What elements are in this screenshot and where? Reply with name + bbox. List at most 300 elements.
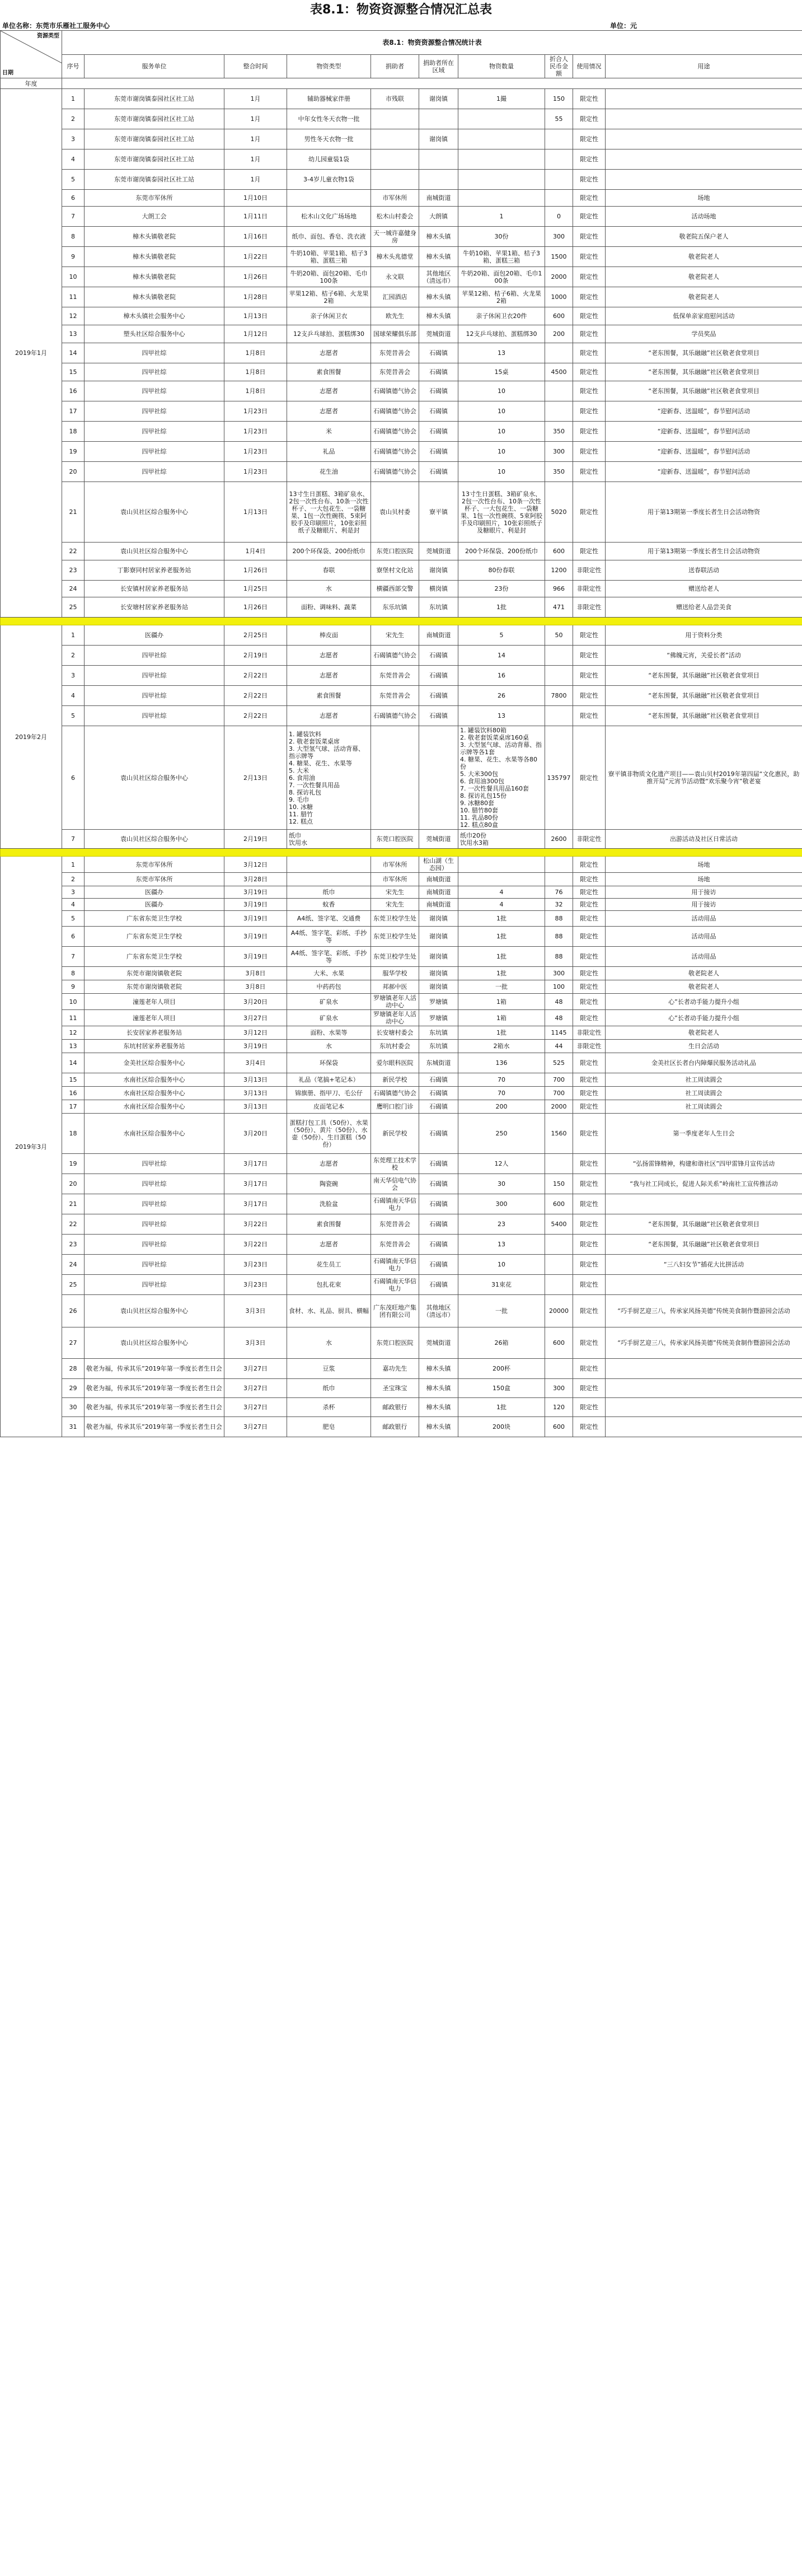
cell-quantity: [458, 149, 545, 170]
table-row: [1, 1154, 802, 1174]
cell-type: 蛋糕打包工具（50份）、水果（50份）、黄片（50份）、水壶（50份）、生日蛋糕（50份）: [287, 1114, 371, 1154]
cell-time: 3月27日: [224, 1010, 287, 1026]
table-row: [1, 89, 802, 109]
cell-time: 1月23日: [224, 462, 287, 482]
cell-region: 石碣镇: [419, 686, 458, 706]
cell-region: 其他地区（清远市）: [419, 1295, 458, 1327]
cell-time: 3月27日: [224, 1379, 287, 1398]
cell-donor: 新民学校: [371, 1073, 419, 1087]
cell-donor: 东莞卫校学生处: [371, 947, 419, 967]
cell-time: 1月8日: [224, 363, 287, 381]
cell-amount: 48: [545, 1010, 573, 1026]
cell-seq: 19: [62, 442, 85, 462]
cell-seq: 1: [62, 89, 85, 109]
cell-donor: [371, 129, 419, 149]
table-row: [1, 666, 802, 686]
cell-time: 1月: [224, 109, 287, 129]
cell-donor: 石碣镇德气协会: [371, 1087, 419, 1100]
cell-purpose: 心”长者动手能力提升小组: [606, 994, 802, 1010]
cell-donor: 东莞卫校学生处: [371, 927, 419, 947]
cell-time: 3月3日: [224, 1327, 287, 1359]
cell-time: 1月10日: [224, 190, 287, 207]
cell-time: 3月28日: [224, 873, 287, 886]
cell-type: 12支乒乓球拍、蛋糕绑30: [287, 325, 371, 343]
cell-seq: 16: [62, 381, 85, 401]
cell-quantity: [458, 190, 545, 207]
cell-donor: 汇园酒店: [371, 287, 419, 307]
cell-unit: 四甲社综: [85, 666, 224, 686]
cell-type: 纸巾: [287, 1379, 371, 1398]
cell-donor: [371, 170, 419, 190]
cell-type: [287, 857, 371, 873]
cell-seq: 12: [62, 1026, 85, 1040]
cell-type: 松木山文化广场场地: [287, 207, 371, 227]
cell-type: 花生员工: [287, 1255, 371, 1275]
cell-amount: [545, 401, 573, 422]
cell-purpose: “老东围餐，其乐融融”社区敬老食堂项目: [606, 706, 802, 726]
cell-type: 志愿者: [287, 343, 371, 363]
cell-type: 志愿者: [287, 1154, 371, 1174]
cell-quantity: 300: [458, 1194, 545, 1214]
cell-seq: 24: [62, 1255, 85, 1275]
cell-purpose: 敬老院老人: [606, 267, 802, 287]
cell-region: 其他地区（清远市）: [419, 267, 458, 287]
cell-donor: 石碣镇德气协会: [371, 422, 419, 442]
cell-donor: 服华学校: [371, 967, 419, 980]
cell-purpose: “老东围餐，其乐融融”社区敬老食堂项目: [606, 686, 802, 706]
cell-time: 1月13日: [224, 482, 287, 543]
cell-region: 石碣镇: [419, 706, 458, 726]
cell-region: 南城街道: [419, 190, 458, 207]
cell-usage: 限定性: [573, 190, 606, 207]
cell-region: 石碣镇: [419, 343, 458, 363]
cell-seq: 12: [62, 307, 85, 325]
cell-quantity: 12人: [458, 1154, 545, 1174]
cell-region: 樟木头镇: [419, 287, 458, 307]
cell-type: 幼儿园童装1袋: [287, 149, 371, 170]
cell-usage: 限定性: [573, 1154, 606, 1174]
cell-quantity: [458, 857, 545, 873]
table-row: [1, 227, 802, 247]
cell-type: 矿泉水: [287, 1010, 371, 1026]
cell-quantity: 1撮: [458, 89, 545, 109]
cell-seq: 2: [62, 109, 85, 129]
cell-region: 石碣镇: [419, 442, 458, 462]
cell-usage: 限定性: [573, 1295, 606, 1327]
cell-type: 蚊香: [287, 899, 371, 911]
cell-usage: 限定性: [573, 381, 606, 401]
cell-unit: 袁山贝社区综合服务中心: [85, 726, 224, 830]
cell-donor: 石碣镇南天华信电力: [371, 1255, 419, 1275]
cell-quantity: [458, 170, 545, 190]
cell-purpose: 寮平镇非物质文化遗产项目——袁山贝村2019年第四届“文化惠民，助推开局”元宵节活动暨“欢乐聚今宵”敬老宴: [606, 726, 802, 830]
cell-region: [419, 170, 458, 190]
cell-region: 石碣镇: [419, 1114, 458, 1154]
table-row: [1, 482, 802, 543]
cell-quantity: 一批: [458, 1295, 545, 1327]
table-row: [1, 886, 802, 899]
cell-quantity: 2箱水: [458, 1040, 545, 1053]
cell-usage: 限定性: [573, 686, 606, 706]
cell-seq: 8: [62, 227, 85, 247]
cell-usage: 限定性: [573, 325, 606, 343]
cell-usage: 限定性: [573, 442, 606, 462]
cell-region: 莞城街道: [419, 325, 458, 343]
cell-time: 3月19日: [224, 927, 287, 947]
table-row: [1, 1026, 802, 1040]
cell-amount: [545, 343, 573, 363]
cell-quantity: 23: [458, 1214, 545, 1235]
cell-seq: 21: [62, 1194, 85, 1214]
cell-quantity: 31束花: [458, 1275, 545, 1295]
table-row: [1, 442, 802, 462]
cell-quantity: 10: [458, 1255, 545, 1275]
cell-type: A4纸、签字笔、彩纸、手抄等: [287, 927, 371, 947]
cell-usage: 限定性: [573, 625, 606, 646]
cell-usage: 限定性: [573, 1275, 606, 1295]
cell-usage: 非限定性: [573, 1026, 606, 1040]
cell-donor: 寮堡村文化站: [371, 560, 419, 581]
table-row: [1, 1174, 802, 1194]
cell-quantity: [458, 873, 545, 886]
cell-unit: 敬老为福，传承其乐”2019年第一季度长者生日会: [85, 1359, 224, 1379]
cell-amount: 525: [545, 1053, 573, 1073]
cell-purpose: [606, 1398, 802, 1417]
cell-amount: [545, 873, 573, 886]
cell-type: 志愿者: [287, 381, 371, 401]
cell-seq: 18: [62, 1114, 85, 1154]
cell-amount: 100: [545, 980, 573, 994]
cell-seq: 17: [62, 401, 85, 422]
cell-type: 3-4岁儿童衣物1袋: [287, 170, 371, 190]
cell-purpose: [606, 1194, 802, 1214]
cell-type: 志愿者: [287, 666, 371, 686]
cell-time: 2月13日: [224, 726, 287, 830]
cell-type: 13寸生日蛋糕、3箱矿泉水、2包一次性台布、10条一次性杯子、一大包花生、一袋糖果、1包一次性碗筷、5束阿胶手及印刷照片，10张彩照纸子及糖眼片、利是封: [287, 482, 371, 543]
column-header-row: [1, 55, 802, 78]
cell-donor: 东莞口腔医院: [371, 543, 419, 560]
cell-amount: 600: [545, 307, 573, 325]
cell-time: 1月16日: [224, 227, 287, 247]
cell-time: 3月12日: [224, 1026, 287, 1040]
cell-purpose: “老东围餐，其乐融融”社区敬老食堂项目: [606, 363, 802, 381]
cell-amount: [545, 857, 573, 873]
cell-type: 纸巾、面包、香皂、洗衣液: [287, 227, 371, 247]
cell-amount: 5020: [545, 482, 573, 543]
cell-region: 罗塘镇: [419, 994, 458, 1010]
cell-unit: 东莞市军休所: [85, 190, 224, 207]
table-row: [1, 899, 802, 911]
cell-purpose: 活动用品: [606, 947, 802, 967]
cell-unit: 长安塘村居家养老服务站: [85, 597, 224, 618]
cell-donor: 邦郝中医: [371, 980, 419, 994]
cell-purpose: “老东围餐，其乐融融”社区敬老食堂项目: [606, 1214, 802, 1235]
cell-unit: 广东省东莞卫生学校: [85, 911, 224, 927]
cell-quantity: 1箱: [458, 994, 545, 1010]
cell-type: 牛奶20箱、面包20箱、毛巾100条: [287, 267, 371, 287]
cell-quantity: 1: [458, 207, 545, 227]
cell-unit: 袁山贝社区综合服务中心: [85, 482, 224, 543]
cell-region: 松山湖（生态园）: [419, 857, 458, 873]
cell-purpose: 心”长者动手能力提升小组: [606, 1010, 802, 1026]
corner-label-type: 资源类型: [37, 33, 59, 39]
cell-unit: 敬老为福，传承其乐”2019年第一季度长者生日会: [85, 1398, 224, 1417]
cell-usage: 限定性: [573, 947, 606, 967]
cell-purpose: 用于资料分类: [606, 625, 802, 646]
cell-type: 中药药包: [287, 980, 371, 994]
cell-seq: 11: [62, 287, 85, 307]
cell-unit: 袁山贝社区综合服务中心: [85, 1295, 224, 1327]
table-row: [1, 1194, 802, 1214]
table-row: [1, 1295, 802, 1327]
cell-unit: 樟木头镇社会服务中心: [85, 307, 224, 325]
cell-type: 苹果12箱、桔子6箱、火龙果2箱: [287, 287, 371, 307]
cell-unit: 四甲社综: [85, 343, 224, 363]
cell-donor: [371, 149, 419, 170]
cell-purpose: [606, 1379, 802, 1398]
sheet-title: 表8.1：物资资源整合情况汇总表: [310, 3, 492, 17]
cell-quantity: 10: [458, 401, 545, 422]
month-separator: [1, 849, 802, 857]
cell-time: 3月22日: [224, 1214, 287, 1235]
cell-usage: 限定性: [573, 1417, 606, 1437]
cell-region: 石碣镇: [419, 401, 458, 422]
cell-usage: 限定性: [573, 1379, 606, 1398]
corner-header-cell: [1, 31, 62, 78]
col-header-time: 整合时间: [224, 55, 287, 78]
cell-region: 樟木头镇: [419, 227, 458, 247]
cell-seq: 23: [62, 1235, 85, 1255]
cell-quantity: 苹果12箱、桔子6箱、火龙果2箱: [458, 287, 545, 307]
cell-amount: [545, 706, 573, 726]
cell-seq: 6: [62, 927, 85, 947]
table-row: [1, 1087, 802, 1100]
cell-donor: 石碣镇德气协会: [371, 442, 419, 462]
table-row: [1, 980, 802, 994]
cell-usage: 限定性: [573, 1174, 606, 1194]
cell-quantity: 一批: [458, 980, 545, 994]
header-row-top: [1, 31, 802, 55]
cell-purpose: [606, 1275, 802, 1295]
subtable-title: 表8.1：物资资源整合情况统计表: [62, 31, 802, 55]
cell-purpose: “迎新春、送温暖”，春节慰问活动: [606, 401, 802, 422]
table-row: [1, 1327, 802, 1359]
cell-amount: 1145: [545, 1026, 573, 1040]
cell-amount: 0: [545, 207, 573, 227]
cell-purpose: 敬老院老人: [606, 287, 802, 307]
cell-purpose: 社工周读圆会: [606, 1087, 802, 1100]
cell-seq: 13: [62, 325, 85, 343]
cell-donor: 天一城许嘉健身房: [371, 227, 419, 247]
cell-amount: [545, 666, 573, 686]
cell-seq: 5: [62, 706, 85, 726]
col-header-region: 捐助者所在区域: [419, 55, 458, 78]
col-header-unit: 服务单位: [85, 55, 224, 78]
table-row: [1, 287, 802, 307]
cell-amount: [545, 149, 573, 170]
cell-time: 3月13日: [224, 1087, 287, 1100]
cell-unit: 医疆办: [85, 625, 224, 646]
cell-region: 谢岗镇: [419, 911, 458, 927]
cell-quantity: 1箱: [458, 1010, 545, 1026]
table-row: [1, 543, 802, 560]
cell-unit: 四甲社综: [85, 1255, 224, 1275]
cell-donor: 永文联: [371, 267, 419, 287]
cell-unit: 四甲社综: [85, 706, 224, 726]
cell-type: 辅助器械家伴册: [287, 89, 371, 109]
cell-amount: [545, 1235, 573, 1255]
table-row: [1, 1359, 802, 1379]
cell-type: 矿泉水: [287, 994, 371, 1010]
cell-seq: 22: [62, 1214, 85, 1235]
cell-time: 2月22日: [224, 666, 287, 686]
cell-usage: 限定性: [573, 726, 606, 830]
cell-amount: 300: [545, 442, 573, 462]
cell-time: 3月20日: [224, 994, 287, 1010]
cell-amount: 2600: [545, 830, 573, 849]
cell-region: 南城街道: [419, 886, 458, 899]
cell-type: A4纸、签字笔、彩纸、手抄等: [287, 947, 371, 967]
cell-usage: 限定性: [573, 207, 606, 227]
cell-purpose: 社工周读圆会: [606, 1100, 802, 1114]
cell-region: 谢岗镇: [419, 980, 458, 994]
cell-quantity: 30份: [458, 227, 545, 247]
cell-amount: [545, 1255, 573, 1275]
cell-time: 3月19日: [224, 947, 287, 967]
cell-seq: 3: [62, 886, 85, 899]
cell-donor: 袁山贝村委: [371, 482, 419, 543]
cell-donor: 宋先生: [371, 899, 419, 911]
cell-purpose: 活动用品: [606, 927, 802, 947]
cell-unit: 四甲社综: [85, 1214, 224, 1235]
cell-time: 1月13日: [224, 307, 287, 325]
cell-region: [419, 149, 458, 170]
cell-region: 石碣镇: [419, 1087, 458, 1100]
cell-quantity: 1批: [458, 967, 545, 980]
cell-usage: 限定性: [573, 927, 606, 947]
cell-region: 东坑镇: [419, 597, 458, 618]
cell-purpose: “老东围餐，其乐融融”社区敬老食堂项目: [606, 343, 802, 363]
cell-seq: 4: [62, 686, 85, 706]
cell-amount: 700: [545, 1087, 573, 1100]
cell-unit: 水南社区综合服务中心: [85, 1100, 224, 1114]
cell-time: 1月12日: [224, 325, 287, 343]
table-row: [1, 1255, 802, 1275]
cell-unit: 四甲社综: [85, 462, 224, 482]
table-row: [1, 967, 802, 980]
cell-purpose: 出游活动及社区日常活动: [606, 830, 802, 849]
cell-amount: 120: [545, 1398, 573, 1417]
cell-type: [287, 873, 371, 886]
table-row: [1, 307, 802, 325]
cell-region: 石碣镇: [419, 646, 458, 666]
cell-amount: 44: [545, 1040, 573, 1053]
table-row: [1, 581, 802, 597]
cell-type: 志愿者: [287, 401, 371, 422]
cell-seq: 3: [62, 666, 85, 686]
cell-donor: 东坑村委会: [371, 1040, 419, 1053]
cell-purpose: 敬老院五保户老人: [606, 227, 802, 247]
cell-quantity: 15桌: [458, 363, 545, 381]
cell-quantity: 14: [458, 646, 545, 666]
cell-usage: 限定性: [573, 899, 606, 911]
cell-region: 石碣镇: [419, 422, 458, 442]
cell-amount: 471: [545, 597, 573, 618]
table-row: [1, 149, 802, 170]
cell-seq: 9: [62, 980, 85, 994]
cell-type: 纸巾 饮用水: [287, 830, 371, 849]
table-row: [1, 726, 802, 830]
cell-type: 豆浆: [287, 1359, 371, 1379]
cell-unit: 水南社区综合服务中心: [85, 1087, 224, 1100]
cell-purpose: 学员奖品: [606, 325, 802, 343]
cell-amount: 2000: [545, 1100, 573, 1114]
sheet-meta: [0, 20, 802, 30]
cell-purpose: “巧手厨艺迎三八，传承家风扬美德”传统美食制作暨游园会活动: [606, 1295, 802, 1327]
table-row: [1, 1398, 802, 1417]
table-row: [1, 597, 802, 618]
cell-seq: 6: [62, 726, 85, 830]
cell-region: 樟木头镇: [419, 1417, 458, 1437]
cell-type: 杀杯: [287, 1398, 371, 1417]
cell-amount: 50: [545, 625, 573, 646]
cell-seq: 15: [62, 1073, 85, 1087]
cell-region: 东坑镇: [419, 1040, 458, 1053]
cell-quantity: 1批: [458, 1026, 545, 1040]
cell-usage: 限定性: [573, 980, 606, 994]
cell-amount: [545, 190, 573, 207]
cell-region: 寮平镇: [419, 482, 458, 543]
cell-seq: 28: [62, 1359, 85, 1379]
cell-time: 1月: [224, 149, 287, 170]
cell-usage: 限定性: [573, 1214, 606, 1235]
cell-usage: 限定性: [573, 1114, 606, 1154]
cell-time: 2月19日: [224, 646, 287, 666]
cell-usage: 限定性: [573, 1398, 606, 1417]
cell-type: 男性冬天衣物一批: [287, 129, 371, 149]
cell-unit: 樟木头镇敬老院: [85, 227, 224, 247]
cell-time: 1月: [224, 129, 287, 149]
cell-amount: 1200: [545, 560, 573, 581]
cell-quantity: 1批: [458, 911, 545, 927]
cell-time: 3月23日: [224, 1255, 287, 1275]
cell-quantity: 26箱: [458, 1327, 545, 1359]
cell-purpose: “老东围餐，其乐融融”社区敬老食堂项目: [606, 1235, 802, 1255]
cell-unit: 东莞市军休所: [85, 873, 224, 886]
cell-type: 环保袋: [287, 1053, 371, 1073]
table-row: [1, 267, 802, 287]
cell-donor: 松木山村委会: [371, 207, 419, 227]
cell-quantity: 70: [458, 1087, 545, 1100]
cell-region: 罗塘镇: [419, 1010, 458, 1026]
cell-usage: 限定性: [573, 363, 606, 381]
cell-usage: 限定性: [573, 1010, 606, 1026]
cell-region: 石碣镇: [419, 1174, 458, 1194]
cell-quantity: 13: [458, 1235, 545, 1255]
cell-seq: 9: [62, 247, 85, 267]
cell-region: 石碣镇: [419, 1194, 458, 1214]
cell-seq: 10: [62, 994, 85, 1010]
cell-time: 3月4日: [224, 1053, 287, 1073]
cell-unit: 东莞市谢岗镇敬老院: [85, 980, 224, 994]
cell-amount: 32: [545, 899, 573, 911]
cell-purpose: 敬老院老人: [606, 247, 802, 267]
cell-quantity: 23份: [458, 581, 545, 597]
cell-usage: 限定性: [573, 873, 606, 886]
cell-usage: 限定性: [573, 149, 606, 170]
cell-unit: 四甲社综: [85, 442, 224, 462]
cell-purpose: [606, 129, 802, 149]
